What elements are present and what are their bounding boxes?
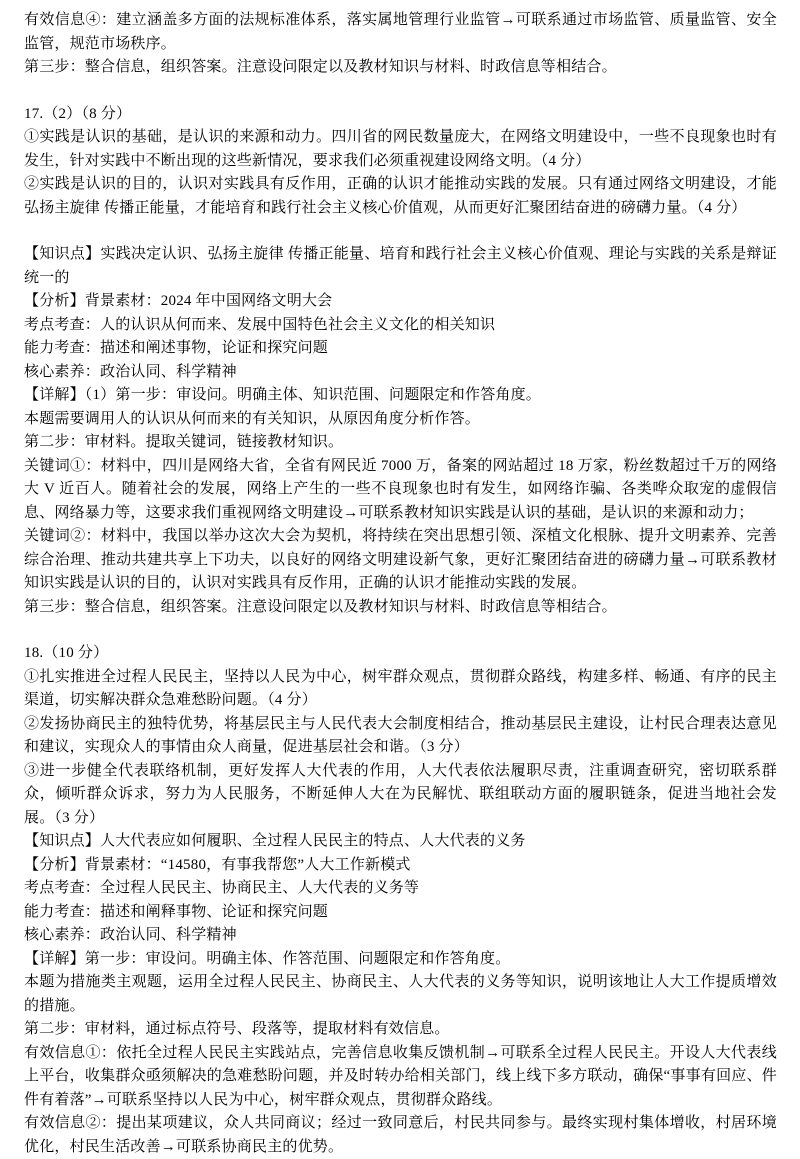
paragraph: ①实践是认识的基础，是认识的来源和动力。四川省的网民数量庞大，在网络文明建设中，一些不良现象也时有发生，针对实践中不断出现的这些新情况，要求我们必须重视建设网络文明。（4 分） <box>24 129 777 169</box>
paragraph: 能力考查：描述和阐释事物、论证和探究问题 <box>24 903 329 920</box>
paragraph: 18.（10 分） <box>24 645 109 661</box>
q17-1-tail <box>24 9 777 80</box>
paragraph: 能力考查：描述和阐述事物，论证和探究问题 <box>24 340 329 356</box>
paragraph: 本题需要调用人的认识从何而来的有关知识，从原因角度分析作答。 <box>24 410 481 427</box>
paragraph: 核心素养：政治认同、科学精神 <box>24 363 237 380</box>
paragraph: ②发扬协商民主的独特优势，将基层民主与人民代表大会制度相结合，推动基层民主建设，让村民合理表达意见和建议，实现众人的事情由众人商量，促进基层社会和谐。（3 分） <box>24 715 777 755</box>
paragraph: 本题为措施类主观题，运用全过程人民民主、协商民主、人大代表的义务等知识，说明该地让人大工作提质增效的措施。 <box>24 974 777 1014</box>
paragraph: 【知识点】实践决定认识、弘扬主旋律 传播正能量、培育和践行社会主义核心价值观、理论与实践的关系是辩证统一的 <box>24 246 777 286</box>
q17-2-explanation <box>24 243 777 619</box>
q17-2-answer <box>24 103 777 221</box>
paragraph: 核心素养：政治认同、科学精神 <box>24 927 237 943</box>
paragraph: 17.（2）（8 分） <box>24 105 132 122</box>
paragraph: 第三步：整合信息，组织答案。注意设问限定以及教材知识与材料、时政信息等相结合。 <box>24 598 617 615</box>
paragraph: 第二步：审材料，通过标点符号、段落等，提取材料有效信息。 <box>24 1021 450 1037</box>
paragraph: 考点考查：全过程人民民主、协商民主、人大代表的义务等 <box>24 880 420 896</box>
paragraph: 考点考查：人的认识从何而来、发展中国特色社会主义文化的相关知识 <box>24 316 496 333</box>
document-body <box>24 9 777 1159</box>
q18-answer-and-explanation <box>24 642 777 1159</box>
paragraph: 关键词②：材料中，我国以举办这次大会为契机，将持续在突出思想引领、深植文化根脉、提升文明素养、完善综合治理、推动共建共享上下功夫，以良好的网络文明建设新气象，更好汇聚团结奋进的磅礴力量→可联系教材知识实践是认识的目的，认识对实践具有反作用，正确的认识才能推动实践的发展。 <box>24 528 777 591</box>
paragraph: 有效信息④：建立涵盖多方面的法规标准体系，落实属地管理行业监管→可联系通过市场监管、质量监管、安全监管，规范市场秩序。 <box>24 12 777 52</box>
paragraph: ②实践是认识的目的，认识对实践具有反作用，正确的认识才能推动实践的发展。只有通过网络文明建设，才能弘扬主旋律 传播正能量，才能培育和践行社会主义核心价值观，从而更好汇聚团结奋进的磅礴力量。（4 分） <box>24 176 777 216</box>
paragraph: 第三步：整合信息，组织答案。注意设问限定以及教材知识与材料、时政信息等相结合。 <box>24 59 617 75</box>
paragraph: 【详解】（1）第一步：审设问。明确主体、知识范围、问题限定和作答角度。 <box>24 387 542 403</box>
paragraph: 【知识点】人大代表应如何履职、全过程人民民主的特点、人大代表的义务 <box>24 833 526 849</box>
paragraph: ①扎实推进全过程人民民主，坚持以人民为中心，树牢群众观点，贯彻群众路线，构建多样、畅通、有序的民主渠道，切实解决群众急难愁盼问题。（4 分） <box>24 668 777 708</box>
paragraph: ③进一步健全代表联络机制，更好发挥人大代表的作用，人大代表依法履职尽责，注重调查研究，密切联系群众，倾听群众诉求，努力为人民服务，不断延伸人大在为民解忧、联组联动方面的履职链条，促进当地社会发展。（3 分） <box>24 762 777 826</box>
paragraph: 关键词①：材料中，四川是网络大省，全省有网民近 7000 万，备案的网站超过 18 万家，粉丝数超过千万的网络大 V 近百人。随着社会的发展，网络上产生的一些不良现象也时有发生，如网络诈骗、各类哗众取宠的虚假信息、网络暴力等，这要求我们重视网络文明建设→可联系教材知识实践是认识的基础，是认识的来源和动力； <box>24 457 777 521</box>
paragraph: 有效信息②：提出某项建议，众人共同商议；经过一致同意后，村民共同参与。最终实现村集体增收，村居环境优化，村民生活改善→可联系协商民主的优势。 <box>24 1115 777 1155</box>
paragraph: 第二步：审材料。提取关键词，链接教材知识。 <box>24 434 344 450</box>
paragraph: 【详解】第一步：审设问。明确主体、作答范围、问题限定和作答角度。 <box>24 950 511 967</box>
paragraph: 有效信息①：依托全过程人民民主实践站点，完善信息收集反馈机制→可联系全过程人民民主。开设人大代表线上平台，收集群众亟须解决的急难愁盼问题，并及时转办给相关部门，线上线下多方联动，确保“事事有回应、件件有着落”→可联系坚持以人民为中心，树牢群众观点，贯彻群众路线。 <box>24 1044 777 1108</box>
paragraph: 【分析】背景素材：“14580，有事我帮您”人大工作新模式 <box>24 856 411 873</box>
paragraph: 【分析】背景素材：2024 年中国网络文明大会 <box>24 293 333 309</box>
